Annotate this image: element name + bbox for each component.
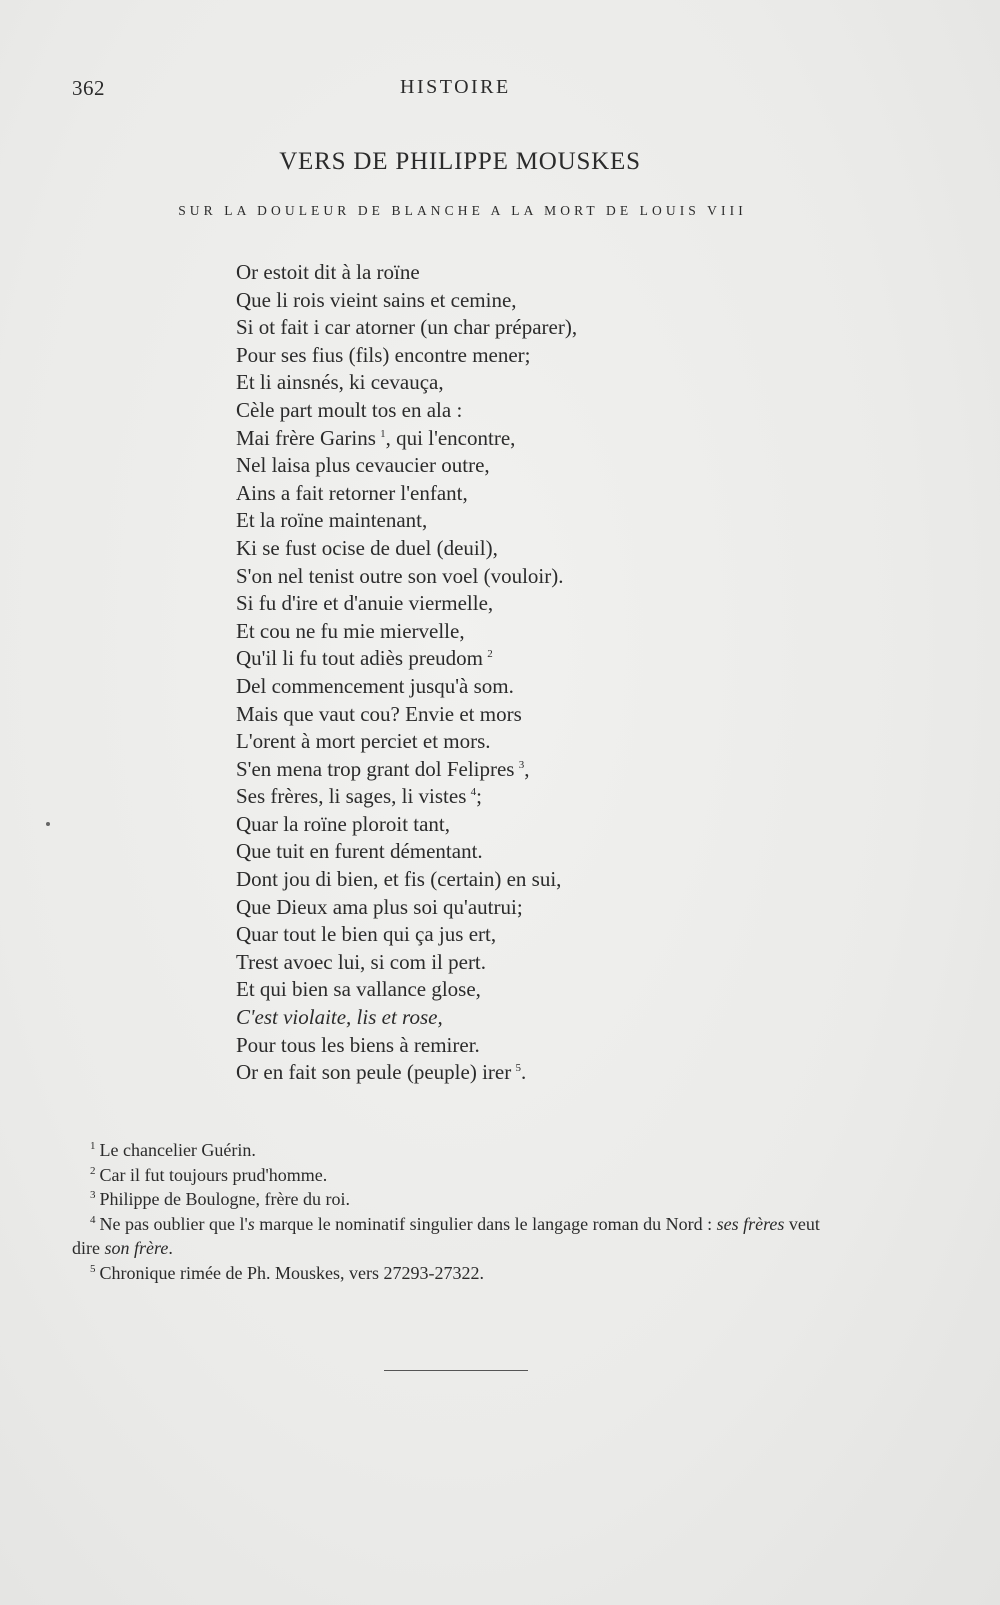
footnote-text: veut dire xyxy=(72,1213,820,1258)
footnote-text: Car il fut toujours prud'homme. xyxy=(99,1164,328,1185)
verse-text: Dont jou di bien, et fis (certain) en sui, xyxy=(236,867,562,892)
footnote-text: Ne pas oublier que l' xyxy=(99,1213,248,1234)
verse-line xyxy=(236,1004,577,1032)
poem-title: VERS DE PHILIPPE MOUSKES xyxy=(279,148,641,175)
verse-line xyxy=(236,783,577,811)
verse-text: C'est violaite, lis et rose, xyxy=(236,1005,443,1030)
verse-text: Pour ses fius (fils) encontre mener; xyxy=(236,342,531,367)
running-head xyxy=(72,76,860,106)
verse-line xyxy=(236,976,577,1004)
verse-line xyxy=(236,866,577,894)
footnote-mark: 4 xyxy=(90,1213,96,1226)
closing-rule xyxy=(384,1370,528,1371)
verse-text: Et li ainsnés, ki cevauça, xyxy=(236,370,444,395)
verse-line xyxy=(236,397,577,425)
footnote-emphasis: son frère xyxy=(104,1238,169,1258)
verse-text: Et qui bien sa vallance glose, xyxy=(236,977,481,1002)
poem xyxy=(236,259,577,1087)
verse-line xyxy=(236,701,577,729)
verse-text: Si fu d'ire et d'anuie viermelle, xyxy=(236,591,494,616)
verse-line xyxy=(236,921,577,949)
verse-punctuation: . xyxy=(520,1060,527,1085)
running-title: HISTOIRE xyxy=(400,76,511,98)
verse-text: Et cou ne fu mie miervelle, xyxy=(236,618,465,643)
footnote xyxy=(72,1261,852,1286)
verse-text: S'en mena trop grant dol Felipres xyxy=(236,756,515,781)
footnote-text: Philippe de Boulogne, frère du roi. xyxy=(99,1189,350,1209)
verse-line xyxy=(236,1059,577,1087)
verse-text: Mais que vaut cou? Envie et mors xyxy=(236,701,522,726)
verse-line xyxy=(236,259,577,287)
margin-mark xyxy=(46,822,50,826)
verse-line xyxy=(236,342,577,370)
verse-text: Or estoit dit à la roïne xyxy=(236,260,420,284)
verse-line xyxy=(236,287,577,315)
verse-line xyxy=(236,728,577,756)
footnote-reference[interactable]: 4 xyxy=(470,786,477,799)
verse-text: S'on nel tenist outre son voel (vouloir). xyxy=(236,563,564,588)
page-number: 362 xyxy=(72,76,105,100)
verse-line xyxy=(236,645,577,673)
footnote-text: . xyxy=(168,1238,173,1258)
footnote xyxy=(72,1163,852,1188)
footnote-emphasis: ses frères xyxy=(716,1213,785,1234)
footnote xyxy=(72,1212,852,1261)
verse-line xyxy=(236,590,577,618)
footnote-mark: 1 xyxy=(90,1140,96,1152)
verse-line xyxy=(236,811,577,839)
verse-text: Trest avoec lui, si com il pert. xyxy=(236,949,487,974)
footnote xyxy=(72,1138,852,1163)
verse-text: Pour tous les biens à remirer. xyxy=(236,1032,480,1057)
verse-line xyxy=(236,894,577,922)
verse-text: Ains a fait retorner l'enfant, xyxy=(236,480,468,505)
verse-text: Quar la roïne ploroit tant, xyxy=(236,811,451,836)
verse-punctuation: , qui l'encontre, xyxy=(385,425,516,450)
verse-line xyxy=(236,618,577,646)
verse-punctuation: , xyxy=(524,756,530,781)
footnote-reference[interactable]: 3 xyxy=(518,758,525,771)
verse-line xyxy=(236,838,577,866)
verse-line xyxy=(236,480,577,508)
verse-text: Qu'il li fu tout adiès preudom xyxy=(236,646,483,671)
verse-line xyxy=(236,756,577,784)
footnote xyxy=(72,1187,852,1212)
verse-text: Cèle part moult tos en ala : xyxy=(236,397,463,422)
verse-text: Que tuit en furent démentant. xyxy=(236,839,483,864)
verse-text: L'orent à mort perciet et mors. xyxy=(236,729,491,754)
verse-text: Et la roïne maintenant, xyxy=(236,508,428,533)
footnote-mark: 2 xyxy=(90,1164,96,1177)
verse-text: Del commencement jusqu'à som. xyxy=(236,673,514,698)
verse-line xyxy=(236,563,577,591)
footnote-text: Le chancelier Guérin. xyxy=(99,1140,256,1160)
verse-line xyxy=(236,452,577,480)
verse-line xyxy=(236,507,577,535)
verse-text: Que li rois vieint sains et cemine, xyxy=(236,287,517,312)
footnote-reference[interactable]: 2 xyxy=(487,648,493,661)
verse-text: Nel laisa plus cevaucier outre, xyxy=(236,453,490,478)
verse-line xyxy=(236,535,577,563)
verse-text: Que Dieux ama plus soi qu'autrui; xyxy=(236,894,523,919)
verse-text: Ki se fust ocise de duel (deuil), xyxy=(236,535,498,560)
footnote-reference[interactable]: 5 xyxy=(515,1062,521,1075)
footnote-mark: 5 xyxy=(90,1262,96,1275)
footnote-text: marque le nominatif singulier dans le langage roman du Nord : xyxy=(254,1213,717,1234)
verse-line xyxy=(236,1032,577,1060)
footnote-mark: 3 xyxy=(90,1189,96,1201)
verse-line xyxy=(236,949,577,977)
verse-text: Ses frères, li sages, li vistes xyxy=(236,784,467,809)
footnote-reference[interactable]: 1 xyxy=(380,427,386,440)
verse-text: Si ot fait i car atorner (un char préparer), xyxy=(236,315,578,340)
verse-line xyxy=(236,425,577,453)
footnote-text: Chronique rimée de Ph. Mouskes, vers 27293-27322. xyxy=(99,1262,484,1283)
verse-text: Quar tout le bien qui ça jus ert, xyxy=(236,922,497,947)
verse-text: Or en fait son peule (peuple) irer xyxy=(236,1060,512,1085)
verse-text: Mai frère Garins xyxy=(236,425,376,450)
footnotes xyxy=(72,1138,852,1285)
footnote-emphasis: s xyxy=(247,1213,255,1234)
verse-line xyxy=(236,314,577,342)
poem-subtitle: SUR LA DOULEUR DE BLANCHE A LA MORT DE LOUIS VIII xyxy=(178,203,747,218)
verse-line xyxy=(236,369,577,397)
verse-punctuation: ; xyxy=(476,784,482,809)
verse-line xyxy=(236,673,577,701)
